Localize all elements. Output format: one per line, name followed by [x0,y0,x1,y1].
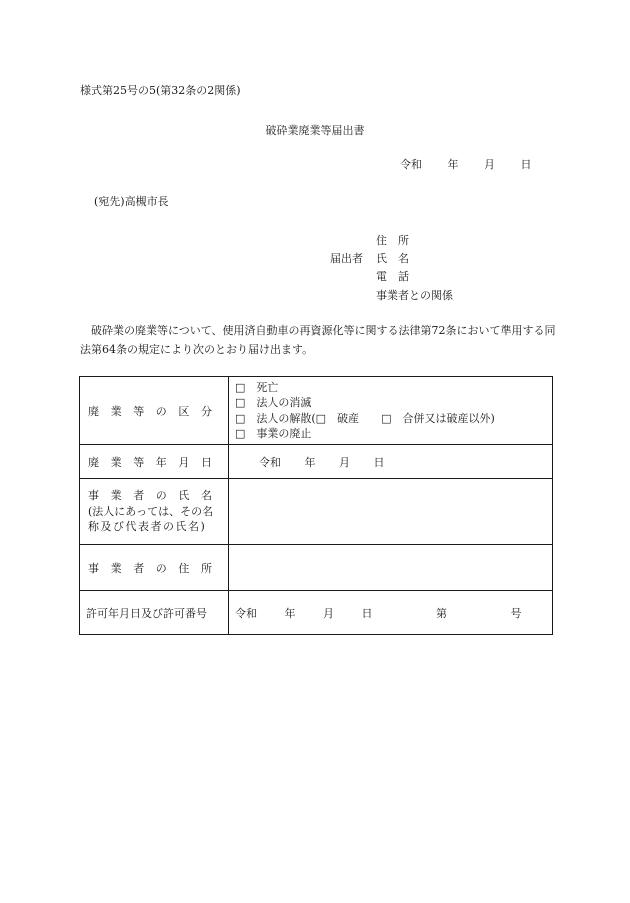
body-text: 破砕業の廃業等について、使用済自動車の再資源化等に関する法律第72条において準用する同法第64条の規定により次のとおり届け出ます。 [80,324,556,356]
business-operator-address-field[interactable] [229,545,553,591]
permit-era: 令和 [235,606,257,620]
permit-number-suffix: 号 [510,606,522,620]
permit-number-prefix: 第 [436,606,447,620]
permit-year: 年 [284,606,296,620]
table-row [80,591,553,635]
date-era: 令和 [400,158,422,171]
addressee: (宛先)高槻市長 [94,195,169,208]
discontinuation-type-label [80,377,229,445]
notifier-address-label: 住 所 [376,234,409,247]
label-char: 名 [200,489,212,503]
business-operator-name-field[interactable] [229,479,553,545]
date-year: 年 [447,158,459,171]
date-year: 年 [304,455,316,469]
label-char: 事 [88,489,99,503]
permit-day: 日 [361,606,373,620]
label-note-line: 称及び代表者の氏名) [88,520,207,534]
table-row [80,479,553,545]
label-char: 月 [178,455,190,469]
option-corporate-extinction[interactable]: □ 法人の消滅 [235,396,312,409]
table-row [80,377,553,445]
label-char: 業 [110,489,122,503]
label-char: 廃 [88,404,99,418]
table-row [80,545,553,591]
notifier-name-label: 氏 名 [376,252,409,265]
option-death[interactable]: □ 死亡 [235,380,279,394]
label-char: 業 [110,455,122,469]
option-business-abolition[interactable]: □ 事業の廃止 [235,427,312,440]
label-char: 等 [133,404,145,418]
business-operator-address-label [80,545,229,591]
label-char: 業 [110,561,122,575]
table-row [80,445,553,479]
date-month: 月 [484,158,495,171]
label-char: 等 [133,455,145,469]
notifier-label: 届出者 [330,252,363,265]
label-char: 者 [133,561,145,575]
label-char: 日 [200,455,212,469]
label-char: 区 [178,404,190,418]
date-day: 日 [373,455,385,469]
label-char: 住 [178,561,190,575]
discontinuation-date-label [80,445,229,479]
label-char: 廃 [88,455,99,469]
label-note-line: (法人にあっては、その名 [88,504,214,518]
submission-date [400,156,554,172]
label-char: 氏 [178,489,190,503]
date-era: 令和 [259,455,281,469]
option-corporate-dissolution[interactable]: □ 法人の解散(□ 破産 □ 合併又は破産以外) [235,411,495,425]
permit-field[interactable] [229,591,553,635]
discontinuation-type-options [229,377,553,445]
label-char: 所 [200,561,212,575]
form-number: 様式第25号の5(第32条の2関係) [80,84,241,97]
permit-label: 許可年月日及び許可番号 [80,591,229,635]
discontinuation-date-field[interactable] [229,445,553,479]
label-char: 分 [200,404,212,418]
label-char: 事 [88,561,99,575]
notifier-relation-label: 事業者との関係 [376,289,453,302]
label-char: の [155,489,167,503]
date-day: 日 [520,158,532,171]
permit-month: 月 [323,606,334,620]
document-title: 破砕業廃業等届出書 [265,124,365,137]
label-char: 年 [155,455,167,469]
label-char: の [155,404,167,418]
date-month: 月 [339,455,350,469]
label-char: 業 [110,404,122,418]
form-table [79,376,553,635]
label-char: 者 [133,489,145,503]
business-operator-name-label [80,479,229,545]
label-char: の [155,561,167,575]
notifier-phone-label: 電 話 [376,270,409,283]
